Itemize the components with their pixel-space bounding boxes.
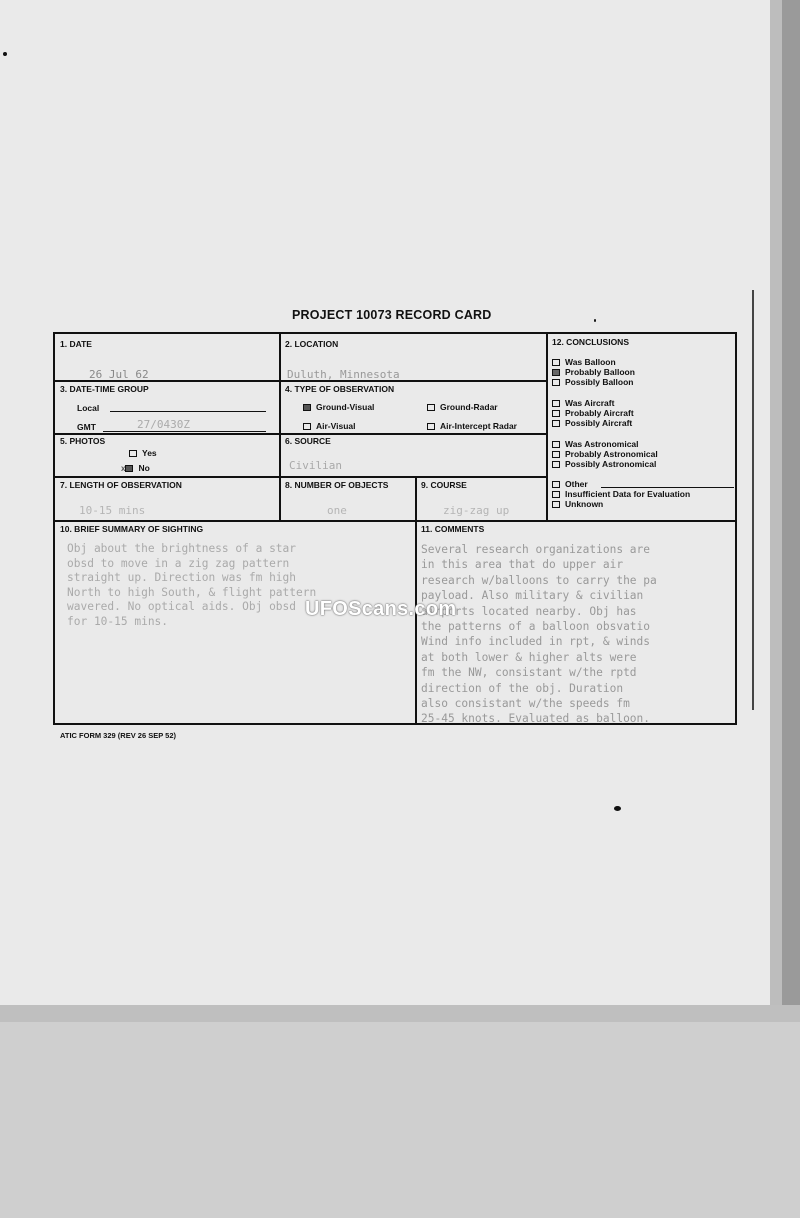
other-line	[601, 487, 734, 488]
scan-background	[0, 1022, 800, 1218]
conclusion-possibly-balloon[interactable]: Possibly Balloon	[552, 377, 634, 387]
ground-visual-option[interactable]: Ground-Visual	[303, 402, 374, 412]
grid-line	[55, 433, 546, 435]
conclusion-probably-aircraft[interactable]: Probably Aircraft	[552, 408, 634, 418]
speck	[614, 806, 621, 811]
checkbox[interactable]	[303, 423, 311, 430]
conclusions-label: 12. CONCLUSIONS	[552, 337, 629, 347]
objects-value: one	[327, 504, 347, 517]
conclusion-probably-balloon[interactable]: Probably Balloon	[552, 367, 635, 377]
checkbox[interactable]	[427, 404, 435, 411]
checkbox-checked[interactable]	[125, 465, 133, 472]
conclusion-insufficient-data[interactable]: Insufficient Data for Evaluation	[552, 489, 690, 499]
length-value: 10-15 mins	[79, 504, 146, 517]
objects-label: 8. NUMBER OF OBJECTS	[285, 480, 389, 490]
date-value: 26 Jul 62	[89, 368, 149, 381]
conclusion-possibly-astronomical[interactable]: Possibly Astronomical	[552, 459, 656, 469]
photos-label: 5. PHOTOS	[60, 436, 106, 446]
checkbox[interactable]	[552, 441, 560, 448]
checkbox[interactable]	[552, 481, 560, 488]
air-visual-option[interactable]: Air-Visual	[303, 421, 356, 431]
record-card	[53, 332, 737, 725]
form-id: ATIC FORM 329 (REV 26 SEP 52)	[60, 731, 177, 740]
location-value: Duluth, Minnesota	[287, 368, 400, 381]
course-label: 9. COURSE	[421, 480, 467, 490]
observation-type-label: 4. TYPE OF OBSERVATION	[285, 384, 395, 394]
conclusion-other[interactable]: Other	[552, 479, 588, 489]
gmt-line	[103, 431, 266, 432]
air-intercept-radar-option[interactable]: Air-Intercept Radar	[427, 421, 517, 431]
checkbox-checked[interactable]	[552, 369, 560, 376]
checkbox[interactable]	[552, 420, 560, 427]
comments-label: 11. COMMENTS	[421, 524, 485, 534]
conclusion-possibly-aircraft[interactable]: Possibly Aircraft	[552, 418, 632, 428]
conclusion-was-aircraft[interactable]: Was Aircraft	[552, 398, 614, 408]
photos-yes-option[interactable]: Yes	[129, 448, 157, 458]
x-mark: x	[121, 464, 126, 473]
grid-line	[279, 334, 281, 520]
summary-text: Obj about the brightness of a star obsd to move in a zig zag pattern straight up. Direction was fm high North to high South, & flight pattern wavered. No optical aids. Obj obsd for 10-15 mins.	[67, 542, 317, 628]
photos-no-option[interactable]: x No	[121, 463, 150, 473]
checkbox[interactable]	[129, 450, 137, 457]
date-time-group-label: 3. DATE-TIME GROUP	[60, 384, 149, 394]
grid-line	[546, 334, 548, 520]
local-line	[110, 411, 266, 412]
conclusion-was-balloon[interactable]: Was Balloon	[552, 357, 616, 367]
speck	[594, 319, 596, 322]
paper-edge-line	[752, 290, 754, 710]
conclusion-unknown[interactable]: Unknown	[552, 499, 603, 509]
checkbox[interactable]	[552, 451, 560, 458]
conclusion-probably-astronomical[interactable]: Probably Astronomical	[552, 449, 658, 459]
scan-edge-dark	[782, 0, 800, 1010]
gmt-value: 27/0430Z	[137, 418, 190, 431]
conclusion-was-astronomical[interactable]: Was Astronomical	[552, 439, 639, 449]
checkbox[interactable]	[427, 423, 435, 430]
checkbox[interactable]	[552, 379, 560, 386]
comments-text: Several research organizations are in this area that do upper air research w/balloons to carry the pa payload. Also military & civilian airports located nearby. Obj has the patterns of a balloon obsvatio Wind info included in rpt, & winds at both lower & higher alts were fm the NW, consistant w/the rptd direction of the obj. Duration also consistant w/the speeds fm 25-45 knots. Evaluated as balloon.	[421, 543, 657, 726]
checkbox[interactable]	[552, 461, 560, 468]
checkbox[interactable]	[552, 501, 560, 508]
speck	[3, 52, 7, 56]
grid-line	[55, 476, 546, 478]
date-label: 1. DATE	[60, 339, 92, 349]
watermark: UFOScans.com	[305, 598, 457, 620]
location-label: 2. LOCATION	[285, 339, 339, 349]
summary-label: 10. BRIEF SUMMARY OF SIGHTING	[60, 524, 204, 534]
checkbox[interactable]	[552, 410, 560, 417]
local-label: Local	[77, 403, 100, 413]
length-label: 7. LENGTH OF OBSERVATION	[60, 480, 182, 490]
checkbox-checked[interactable]	[303, 404, 311, 411]
checkbox[interactable]	[552, 491, 560, 498]
source-label: 6. SOURCE	[285, 436, 331, 446]
card-title: PROJECT 10073 RECORD CARD	[292, 308, 492, 322]
source-value: Civilian	[289, 459, 342, 472]
grid-line	[55, 520, 737, 522]
ground-radar-option[interactable]: Ground-Radar	[427, 402, 498, 412]
course-value: zig-zag up	[443, 504, 510, 517]
checkbox[interactable]	[552, 359, 560, 366]
checkbox[interactable]	[552, 400, 560, 407]
gmt-label: GMT	[77, 422, 96, 432]
